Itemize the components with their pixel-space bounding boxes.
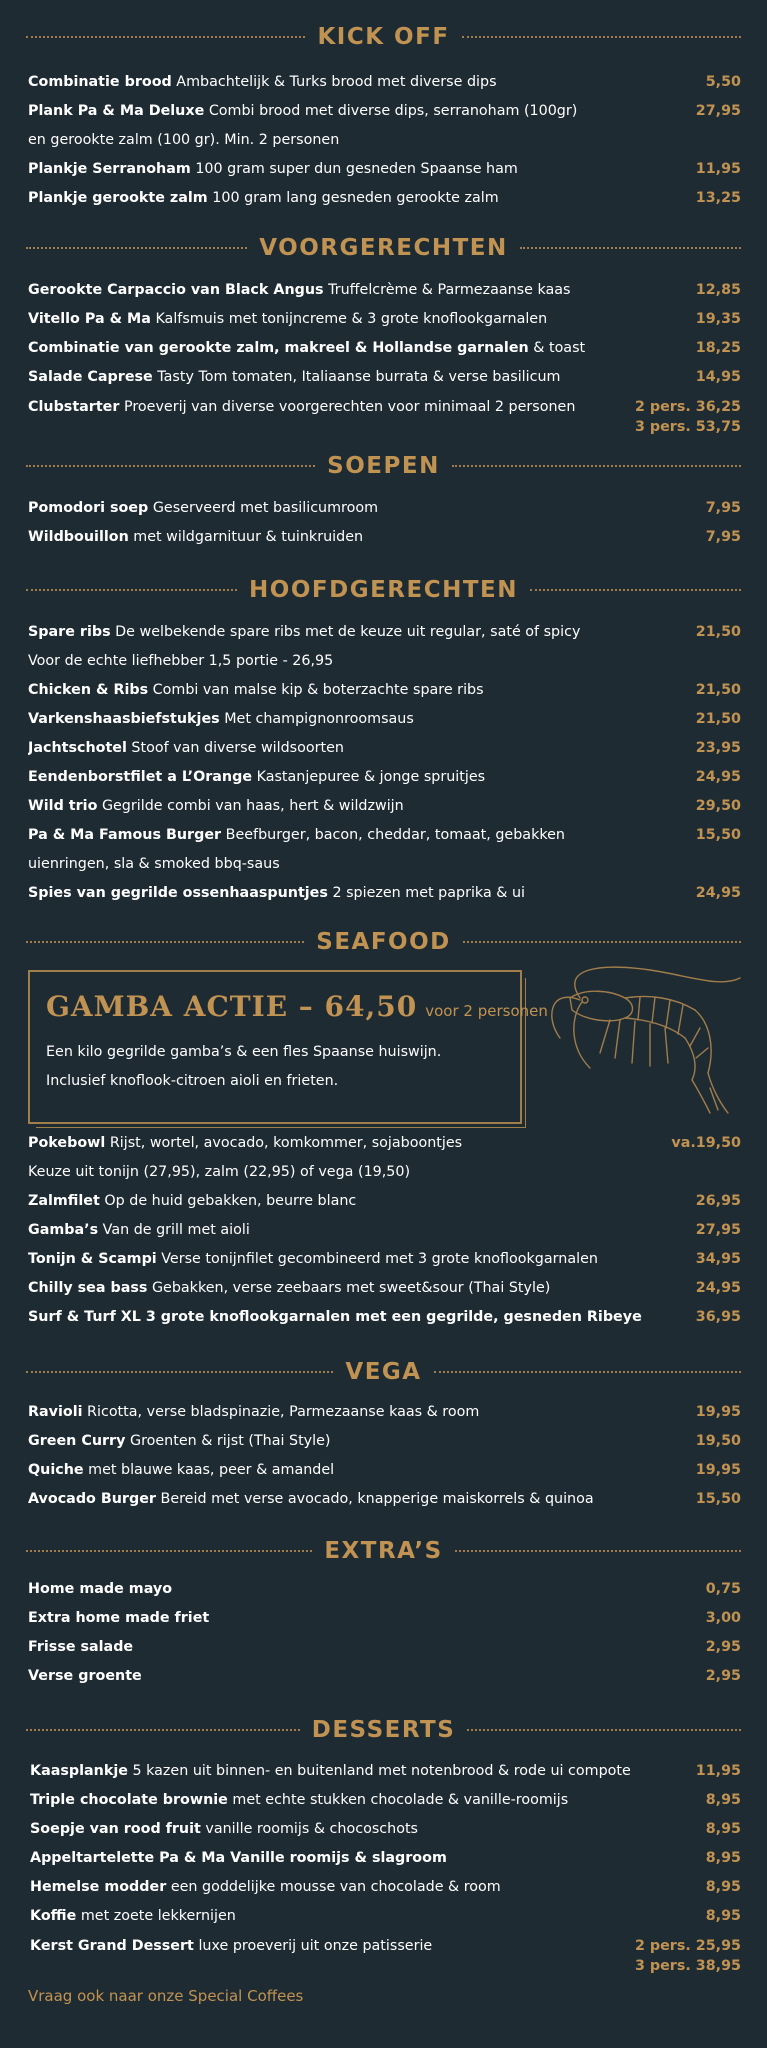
item-desc: Kastanjepuree & jonge spruitjes [256,769,486,785]
item-desc: Combi van malse kip & boterzachte spare ribs [152,682,484,698]
section-title: VEGA [345,1359,422,1385]
item-desc: 100 gram lang gesneden gerookte zalm [212,190,499,206]
footer-note: Vraag ook naar onze Special Coffees [28,1987,304,2005]
item-price: 23,95 [695,740,741,756]
divider [26,589,237,591]
section-header-extras [26,1531,741,1571]
section-title: KICK OFF [317,24,450,50]
item-name: Ravioli [28,1404,83,1420]
promo-box [28,970,548,1124]
item-price: 8,95 [705,1908,741,1924]
item-name: Spies van gegrilde ossenhaaspuntjes [28,885,328,901]
shrimp-icon [540,958,745,1118]
item-price: 2,95 [705,1639,741,1655]
item-desc: Gebakken, verse zeebaars met sweet&sour (Thai Style) [151,1280,551,1296]
item-name: Pomodori soep [28,500,149,516]
item-price: 11,95 [695,1763,741,1779]
section-title: DESSERTS [311,1717,456,1743]
menu-item [28,392,741,437]
item-price: 8,95 [705,1821,741,1837]
item-name: Triple chocolate brownie [30,1792,228,1808]
menu-item [28,1398,741,1427]
item-price: 21,50 [695,711,741,727]
item-name: Extra home made friet [28,1610,210,1626]
menu-item [28,1245,741,1274]
item-name: Avocado Burger [28,1491,156,1507]
item-desc-line2: uienringen, sla & smoked bbq-saus [28,856,280,872]
item-desc: met blauwe kaas, peer & amandel [88,1462,335,1478]
menu-item [28,618,741,676]
item-price: 7,95 [705,500,741,516]
item-desc: Kalfsmuis met tonijncreme & 3 grote knoflookgarnalen [155,311,548,327]
item-name: Jachtschotel [28,740,127,756]
item-desc: met echte stukken chocolade & vanille-roomijs [232,1792,569,1808]
item-price: 15,50 [695,1491,741,1507]
menu-item [28,1303,741,1332]
promo-title [46,990,548,1023]
item-name: Plankje Serranoham [28,161,191,177]
item-price-alt: 3 pers. 38,95 [634,1958,741,1974]
section-title: VOORGERECHTEN [259,235,508,261]
divider [26,1729,300,1731]
divider [530,589,741,591]
menu-item [28,1129,741,1187]
item-name: Salade Caprese [28,369,153,385]
item-price: 18,25 [695,340,741,356]
item-price: 8,95 [705,1792,741,1808]
menu-item [30,1815,741,1844]
item-desc: 2 spiezen met paprika & ui [332,885,525,901]
item-desc: Bereid met verse avocado, knapperige maiskorrels & quinoa [160,1491,594,1507]
item-price: 24,95 [695,1280,741,1296]
menu-item [28,523,741,552]
item-name: Hemelse modder [30,1879,167,1895]
item-name: Verse groente [28,1668,142,1684]
section-header-seafood [26,922,741,962]
menu-item [28,494,741,523]
item-name: Wild trio [28,798,98,814]
menu-item [28,1187,741,1216]
menu-item [28,1216,741,1245]
item-price: 27,95 [695,1222,741,1238]
item-name: Combinatie van gerookte zalm, makreel & Hollandse garnalen [28,340,529,356]
menu-item [28,1427,741,1456]
item-desc: Met champignonroomsaus [224,711,414,727]
item-price: 0,75 [705,1581,741,1597]
menu-item [28,1604,741,1633]
divider [26,247,247,249]
section-title: HOOFDGERECHTEN [249,577,518,603]
divider [520,247,741,249]
item-price: 2 pers. 25,95 [634,1938,741,1954]
item-desc: vanille roomijs & chocoschots [205,1821,418,1837]
item-desc: Truffelcrème & Parmezaanse kaas [328,282,571,298]
divider [462,36,741,38]
item-price: 13,25 [695,190,741,206]
item-name: Plankje gerookte zalm [28,190,208,206]
item-name: Soepje van rood fruit [30,1821,201,1837]
item-price: 19,95 [695,1462,741,1478]
item-name: Kerst Grand Dessert [30,1938,194,1954]
item-price: 15,50 [695,827,741,843]
menu-item [28,1633,741,1662]
item-desc: Ambachtelijk & Turks brood met diverse dips [176,74,497,90]
item-desc: Geserveerd met basilicumroom [152,500,379,516]
item-name: Pokebowl [28,1135,106,1151]
item-price-alt: 3 pers. 53,75 [634,419,741,435]
menu-item [28,1485,741,1514]
item-price: va.19,50 [671,1135,741,1151]
item-name: Combinatie brood [28,74,172,90]
item-name: Gerookte Carpaccio van Black Angus [28,282,324,298]
item-desc: luxe proeverij uit onze patisserie [198,1938,433,1954]
item-price: 19,95 [695,1404,741,1420]
menu-item [28,792,741,821]
item-price: 27,95 [695,103,741,119]
divider [26,36,305,38]
item-price: 26,95 [695,1193,741,1209]
promo-line: Een kilo gegrilde gamba’s & een fles Spaanse huiswijn. [46,1044,442,1060]
item-price: 14,95 [695,369,741,385]
item-price: 36,95 [695,1309,741,1325]
menu-item [28,879,741,908]
menu-item [28,1575,741,1604]
menu-item [30,1844,741,1873]
item-name: Wildbouillon [28,529,129,545]
promo-line: Inclusief knoflook-citroen aioli en frieten. [46,1073,339,1089]
menu-item [28,276,741,305]
divider [26,941,304,943]
item-price: 24,95 [695,769,741,785]
item-name: Chilly sea bass [28,1280,148,1296]
item-desc: Combi brood met diverse dips, serranoham (100gr) [208,103,578,119]
item-name: Koffie [30,1908,77,1924]
item-name: Eendenborstfilet a L’Orange [28,769,253,785]
promo-subtitle: voor 2 personen [425,1002,548,1020]
section-header-kickoff [26,17,741,57]
item-name: Zalmfilet [28,1193,100,1209]
menu-item [28,184,741,213]
item-desc: Van de grill met aioli [102,1222,250,1238]
item-price: 21,50 [695,682,741,698]
item-desc: Proeverij van diverse voorgerechten voor minimaal 2 personen [123,399,576,415]
item-desc: & toast [533,340,586,356]
menu-item [28,97,741,155]
item-name: Gamba’s [28,1222,99,1238]
item-desc-line2: Voor de echte liefhebber 1,5 portie - 26,95 [28,653,334,669]
section-header-desserts [26,1710,741,1750]
section-header-vega [26,1352,741,1392]
divider [467,1729,741,1731]
menu-item [28,763,741,792]
item-price: 29,50 [695,798,741,814]
item-name: Appeltartelette Pa & Ma Vanille roomijs & slagroom [30,1850,447,1866]
item-price: 19,50 [695,1433,741,1449]
section-header-soepen [26,446,741,486]
item-desc: Groenten & rijst (Thai Style) [129,1433,331,1449]
item-price: 21,50 [695,624,741,640]
item-name: Surf & Turf XL 3 grote knoflookgarnalen met een gegrilde, gesneden Ribeye [28,1309,642,1325]
menu-item [28,305,741,334]
item-price: 7,95 [705,529,741,545]
item-name: Clubstarter [28,399,120,415]
divider [26,1550,312,1552]
item-desc: Op de huid gebakken, beurre blanc [104,1193,357,1209]
menu-item [30,1786,741,1815]
divider [434,1371,741,1373]
item-price: 5,50 [705,74,741,90]
item-desc: Rijst, wortel, avocado, komkommer, sojaboontjes [109,1135,463,1151]
section-title: EXTRA’S [324,1538,443,1564]
item-desc: Stoof van diverse wildsoorten [131,740,344,756]
item-price: 2,95 [705,1668,741,1684]
menu-item [30,1873,741,1902]
menu-item [28,363,741,392]
divider [26,1371,333,1373]
item-name: Spare ribs [28,624,111,640]
item-name: Vitello Pa & Ma [28,311,151,327]
item-price: 11,95 [695,161,741,177]
menu-item [28,155,741,184]
menu-item [30,1902,741,1931]
divider [463,941,741,943]
promo-title-text: GAMBA ACTIE – 64,50 [46,990,418,1023]
item-name: Home made mayo [28,1581,173,1597]
item-price: 2 pers. 36,25 [634,399,741,415]
section-header-voorgerechten [26,228,741,268]
item-desc: Gegrilde combi van haas, hert & wildzwijn [101,798,404,814]
item-desc: Verse tonijnfilet gecombineerd met 3 grote knoflookgarnalen [161,1251,598,1267]
menu-item [28,821,741,879]
menu-item [28,1456,741,1485]
item-price: 19,35 [695,311,741,327]
item-desc: met zoete lekkernijen [80,1908,236,1924]
menu-item [28,334,741,363]
item-name: Quiche [28,1462,84,1478]
divider [455,1550,741,1552]
item-desc: Ricotta, verse bladspinazie, Parmezaanse kaas & room [87,1404,480,1420]
item-name: Pa & Ma Famous Burger [28,827,222,843]
divider [26,465,315,467]
item-name: Tonijn & Scampi [28,1251,157,1267]
divider [452,465,741,467]
item-name: Chicken & Ribs [28,682,149,698]
menu-item [28,68,741,97]
menu-item [28,1274,741,1303]
section-header-hoofdgerechten [26,570,741,610]
item-desc: Beefburger, bacon, cheddar, tomaat, gebakken [225,827,565,843]
menu-item [28,734,741,763]
item-desc-line2: Keuze uit tonijn (27,95), zalm (22,95) of vega (19,50) [28,1164,411,1180]
item-price: 8,95 [705,1879,741,1895]
item-name: Plank Pa & Ma Deluxe [28,103,205,119]
item-price: 8,95 [705,1850,741,1866]
item-desc: 100 gram super dun gesneden Spaanse ham [195,161,518,177]
item-price: 12,85 [695,282,741,298]
menu-item [28,705,741,734]
item-price: 34,95 [695,1251,741,1267]
menu-item [30,1931,741,1976]
section-title: SEAFOOD [316,929,451,955]
item-desc: De welbekende spare ribs met de keuze uit regular, saté of spicy [115,624,581,640]
item-desc-line2: en gerookte zalm (100 gr). Min. 2 personen [28,132,340,148]
item-desc: Tasty Tom tomaten, Italiaanse burrata & verse basilicum [157,369,561,385]
item-name: Frisse salade [28,1639,134,1655]
menu-item [30,1757,741,1786]
item-price: 24,95 [695,885,741,901]
item-desc: 5 kazen uit binnen- en buitenland met notenbrood & rode ui compote [132,1763,631,1779]
menu-item [28,676,741,705]
item-desc: met wildgarnituur & tuinkruiden [133,529,364,545]
item-name: Varkenshaasbiefstukjes [28,711,220,727]
section-title: SOEPEN [327,453,440,479]
item-name: Green Curry [28,1433,126,1449]
item-name: Kaasplankje [30,1763,128,1779]
menu-item [28,1662,741,1691]
item-price: 3,00 [705,1610,741,1626]
item-desc: een goddelijke mousse van chocolade & room [170,1879,501,1895]
